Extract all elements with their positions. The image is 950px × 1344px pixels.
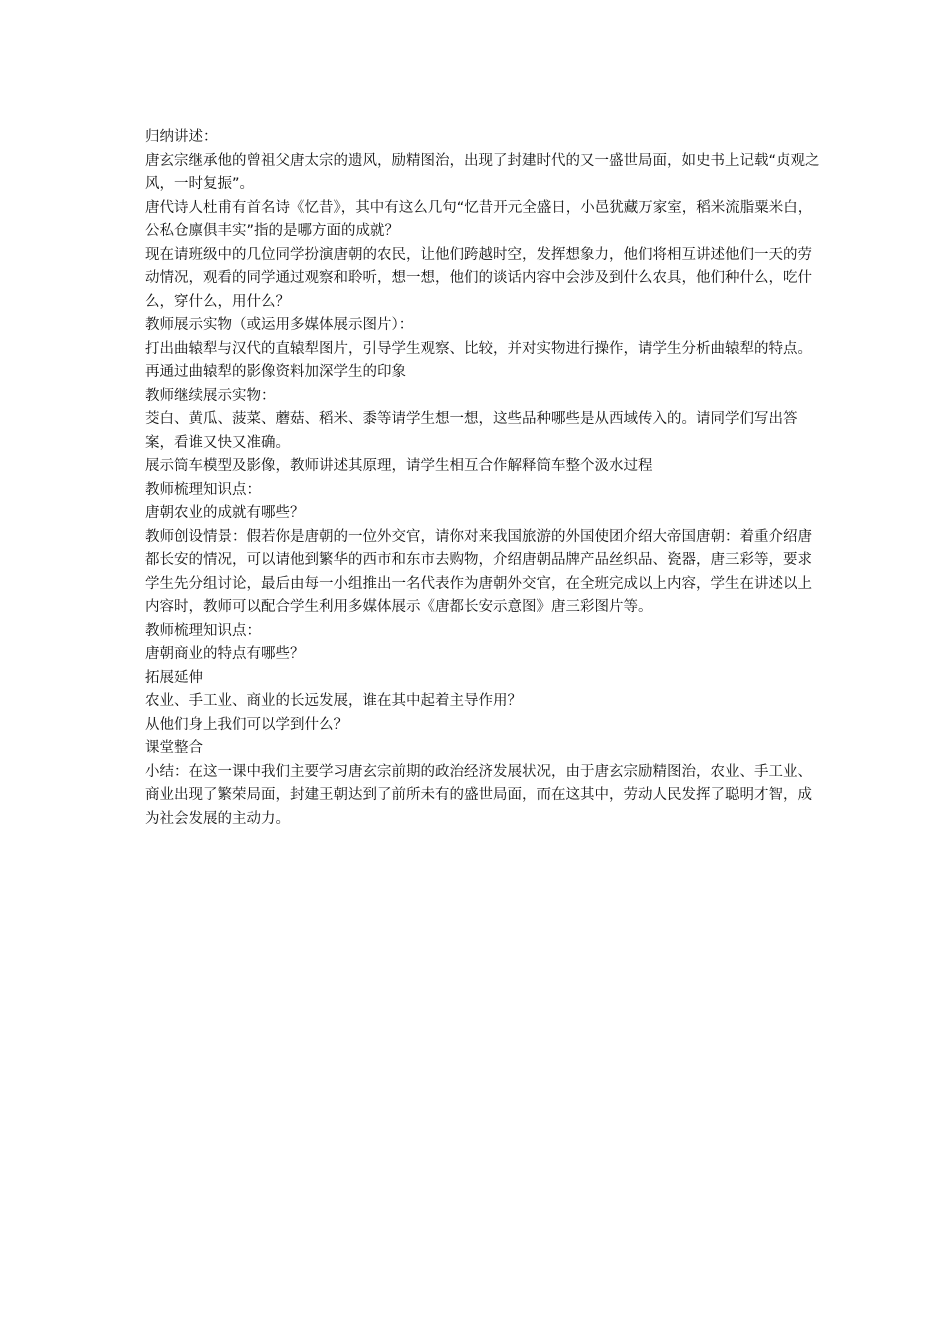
section-heading: 拓展延伸: [145, 669, 203, 686]
paragraph: 茭白、黄瓜、菠菜、蘑菇、稻米、黍等请学生想一想，这些品种哪些是从西域传入的。请同学们写出答案，看谁又快又准确。: [145, 411, 798, 451]
section-heading: 课堂整合: [145, 740, 203, 756]
document-body: [145, 126, 825, 831]
paragraph: 教师梳理知识点：: [145, 622, 261, 639]
paragraph: 现在请班级中的几位同学扮演唐朝的农民，让他们跨越时空，发挥想象力，他们将相互讲述他们一天的劳动情况，观看的同学通过观察和聆听，想一想，他们的谈话内容中会涉及到什么农具，他们种什么，吃什么，穿什么，用什么？: [145, 246, 812, 310]
paragraph: 打出曲辕犁与汉代的直辕犁图片，引导学生观察、比较，并对实物进行操作，请学生分析曲辕犁的特点。: [145, 340, 812, 357]
paragraph: 归纳讲述：: [145, 129, 218, 145]
paragraph: 教师展示实物（或运用多媒体展示图片）：: [145, 317, 414, 333]
paragraph: 教师梳理知识点：: [145, 481, 261, 498]
paragraph: 再通过曲辕犁的影像资料加深学生的印象: [145, 364, 406, 380]
paragraph: 唐朝商业的特点有哪些？: [145, 646, 305, 662]
paragraph: 唐朝农业的成就有哪些？: [145, 505, 305, 521]
paragraph: 展示筒车模型及影像，教师讲述其原理，请学生相互合作解释筒车整个汲水过程: [145, 458, 653, 474]
paragraph: 教师继续展示实物：: [145, 387, 276, 404]
paragraph: 唐代诗人杜甫有首名诗《忆昔》，其中有这么几句“忆昔开元全盛日，小邑犹藏万家室，稻米流脂粟米白，公私仓廪俱丰实”指的是哪方面的成就？: [145, 199, 813, 239]
paragraph: 教师创设情景：假若你是唐朝的一位外交官，请你对来我国旅游的外国使团介绍大帝国唐朝：着重介绍唐都长安的情况，可以请他到繁华的西市和东市去购物，介绍唐朝品牌产品丝织品、瓷器，唐三彩等，要求学生先分组讨论，最后由每一小组推出一名代表作为唐朝外交官，在全班完成以上内容，学生在讲述以上内容时，教师可以配合学生利用多媒体展示《唐都长安示意图》唐三彩图片等。: [145, 528, 812, 615]
paragraph: 唐玄宗继承他的曾祖父唐太宗的遗风，励精图治，出现了封建时代的又一盛世局面，如史书上记载“贞观之风，一时复振”。: [145, 152, 820, 192]
paragraph: 农业、手工业、商业的长远发展，谁在其中起着主导作用？: [145, 693, 522, 709]
paragraph: 小结：在这一课中我们主要学习唐玄宗前期的政治经济发展状况，由于唐玄宗励精图治，农业、手工业、商业出现了繁荣局面，封建王朝达到了前所未有的盛世局面，而在这其中，劳动人民发挥了聪明才智，成为社会发展的主动力。: [145, 763, 812, 827]
paragraph: 从他们身上我们可以学到什么？: [145, 716, 348, 733]
